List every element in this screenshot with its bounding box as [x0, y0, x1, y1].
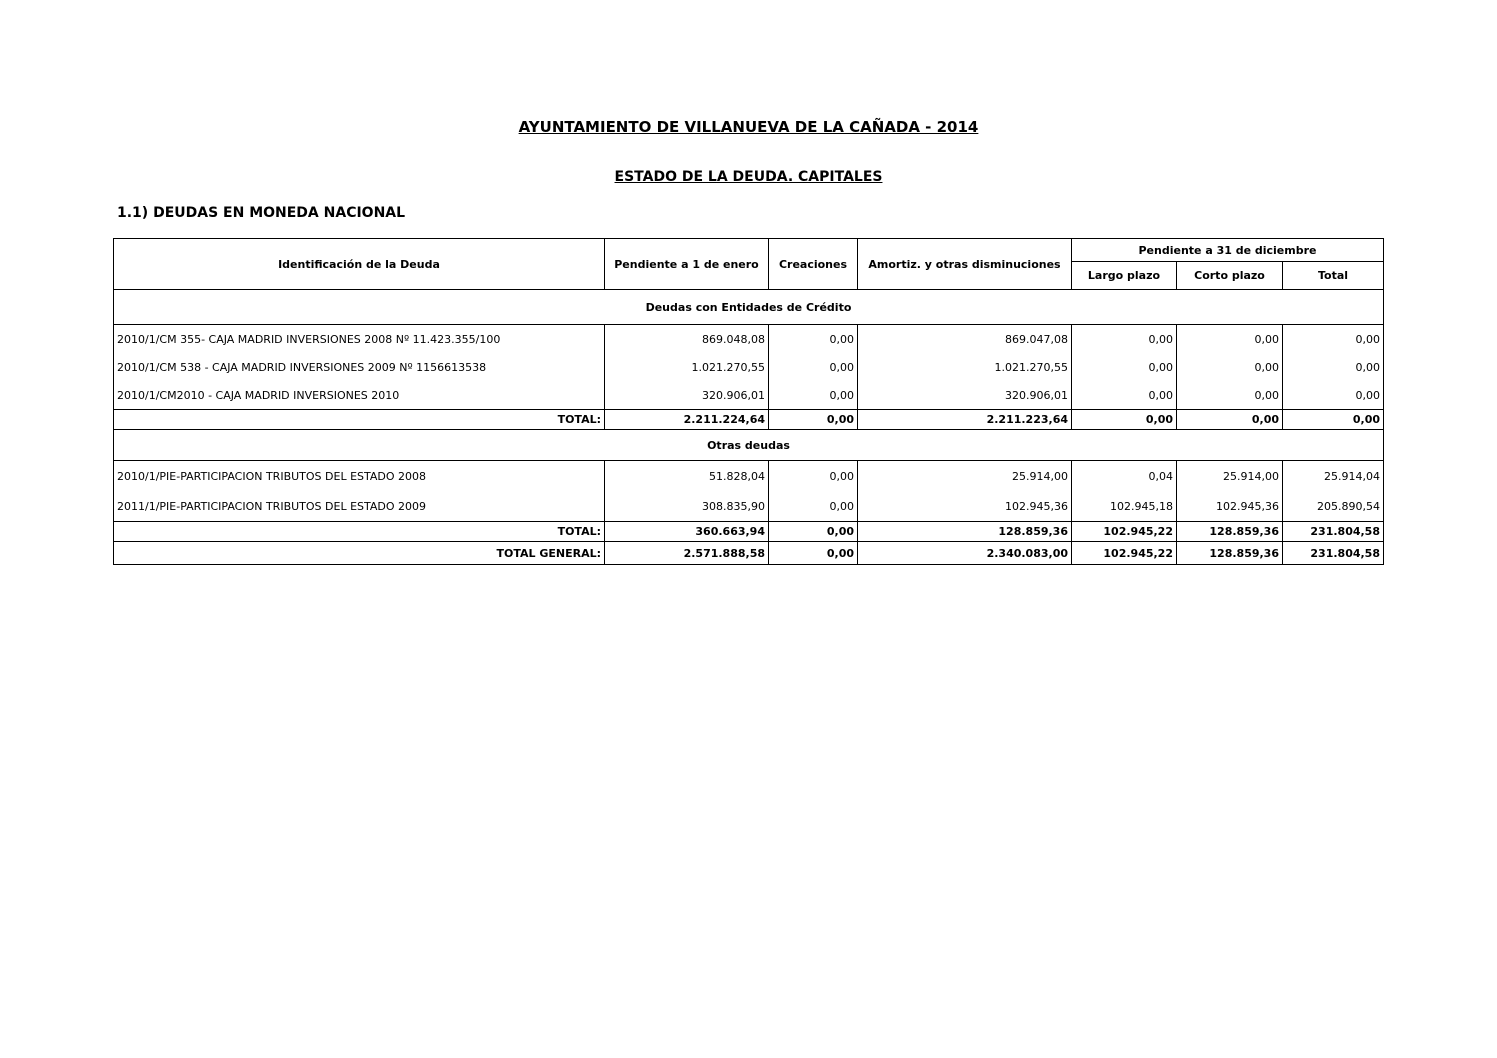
cell-largo: 0,04	[1072, 461, 1177, 492]
cell-pendiente-enero: 869.048,08	[605, 325, 769, 354]
cell-pendiente-enero: 308.835,90	[605, 491, 769, 522]
section-heading: 1.1) DEUDAS EN MONEDA NACIONAL	[117, 205, 406, 221]
subtotal-label: TOTAL:	[114, 410, 605, 430]
cell-corto: 25.914,00	[1177, 461, 1283, 492]
cell-largo: 0,00	[1072, 410, 1177, 430]
subtotal-row	[114, 522, 1384, 542]
row-label: 2010/1/PIE-PARTICIPACION TRIBUTOS DEL ESTADO 2008	[114, 461, 605, 492]
cell-corto: 0,00	[1177, 325, 1283, 354]
cell-largo: 102.945,22	[1072, 542, 1177, 565]
cell-creaciones: 0,00	[769, 542, 858, 565]
cell-total: 0,00	[1283, 353, 1384, 381]
cell-creaciones: 0,00	[769, 491, 858, 522]
group-title: Deudas con Entidades de Crédito	[114, 290, 1384, 325]
cell-creaciones: 0,00	[769, 461, 858, 492]
cell-amortiz: 1.021.270,55	[858, 353, 1072, 381]
cell-largo: 0,00	[1072, 381, 1177, 410]
page-subtitle: ESTADO DE LA DEUDA. CAPITALES	[614, 169, 883, 185]
cell-corto: 0,00	[1177, 381, 1283, 410]
col-header-amortiz: Amortiz. y otras disminuciones	[858, 239, 1072, 290]
cell-pendiente-enero: 1.021.270,55	[605, 353, 769, 381]
row-label: 2011/1/PIE-PARTICIPACION TRIBUTOS DEL ESTADO 2009	[114, 491, 605, 522]
col-header-largo-plazo: Largo plazo	[1072, 262, 1177, 290]
cell-pendiente-enero: 51.828,04	[605, 461, 769, 492]
cell-amortiz: 869.047,08	[858, 325, 1072, 354]
table-row	[114, 325, 1384, 354]
cell-creaciones: 0,00	[769, 325, 858, 354]
cell-largo: 0,00	[1072, 353, 1177, 381]
group-row	[114, 290, 1384, 325]
cell-corto: 0,00	[1177, 353, 1283, 381]
group-row	[114, 430, 1384, 461]
cell-largo: 102.945,22	[1072, 522, 1177, 542]
cell-corto: 128.859,36	[1177, 522, 1283, 542]
row-label: 2010/1/CM 538 - CAJA MADRID INVERSIONES 2009 Nº 1156613538	[114, 353, 605, 381]
cell-amortiz: 102.945,36	[858, 491, 1072, 522]
subtotal-row	[114, 410, 1384, 430]
col-header-pendiente-enero: Pendiente a 1 de enero	[605, 239, 769, 290]
col-header-creaciones: Creaciones	[769, 239, 858, 290]
table-row	[114, 491, 1384, 522]
cell-creaciones: 0,00	[769, 522, 858, 542]
cell-total: 205.890,54	[1283, 491, 1384, 522]
row-label: 2010/1/CM 355- CAJA MADRID INVERSIONES 2008 Nº 11.423.355/100	[114, 325, 605, 354]
cell-corto: 0,00	[1177, 410, 1283, 430]
table-row	[114, 381, 1384, 410]
cell-pendiente-enero: 2.571.888,58	[605, 542, 769, 565]
cell-corto: 128.859,36	[1177, 542, 1283, 565]
cell-creaciones: 0,00	[769, 353, 858, 381]
table-row	[114, 461, 1384, 492]
cell-total: 0,00	[1283, 325, 1384, 354]
subtotal-label: TOTAL:	[114, 522, 605, 542]
cell-largo: 0,00	[1072, 325, 1177, 354]
cell-creaciones: 0,00	[769, 381, 858, 410]
cell-amortiz: 25.914,00	[858, 461, 1072, 492]
table-row	[114, 353, 1384, 381]
cell-corto: 102.945,36	[1177, 491, 1283, 522]
col-header-total: Total	[1283, 262, 1384, 290]
grand-total-row	[114, 542, 1384, 565]
page-title: AYUNTAMIENTO DE VILLANUEVA DE LA CAÑADA - 2014	[518, 118, 979, 136]
cell-largo: 102.945,18	[1072, 491, 1177, 522]
cell-total: 231.804,58	[1283, 542, 1384, 565]
row-label: 2010/1/CM2010 - CAJA MADRID INVERSIONES 2010	[114, 381, 605, 410]
cell-total: 0,00	[1283, 381, 1384, 410]
cell-amortiz: 2.340.083,00	[858, 542, 1072, 565]
cell-amortiz: 2.211.223,64	[858, 410, 1072, 430]
cell-pendiente-enero: 2.211.224,64	[605, 410, 769, 430]
group-title: Otras deudas	[114, 430, 1384, 461]
cell-total: 0,00	[1283, 410, 1384, 430]
cell-pendiente-enero: 320.906,01	[605, 381, 769, 410]
cell-creaciones: 0,00	[769, 410, 858, 430]
cell-amortiz: 128.859,36	[858, 522, 1072, 542]
cell-amortiz: 320.906,01	[858, 381, 1072, 410]
col-header-corto-plazo: Corto plazo	[1177, 262, 1283, 290]
cell-pendiente-enero: 360.663,94	[605, 522, 769, 542]
col-header-pendiente-diciembre: Pendiente a 31 de diciembre	[1072, 239, 1384, 262]
debt-table	[113, 238, 1384, 565]
cell-total: 25.914,04	[1283, 461, 1384, 492]
cell-total: 231.804,58	[1283, 522, 1384, 542]
col-header-identificacion: Identificación de la Deuda	[114, 239, 605, 290]
grand-total-label: TOTAL GENERAL:	[114, 542, 605, 565]
